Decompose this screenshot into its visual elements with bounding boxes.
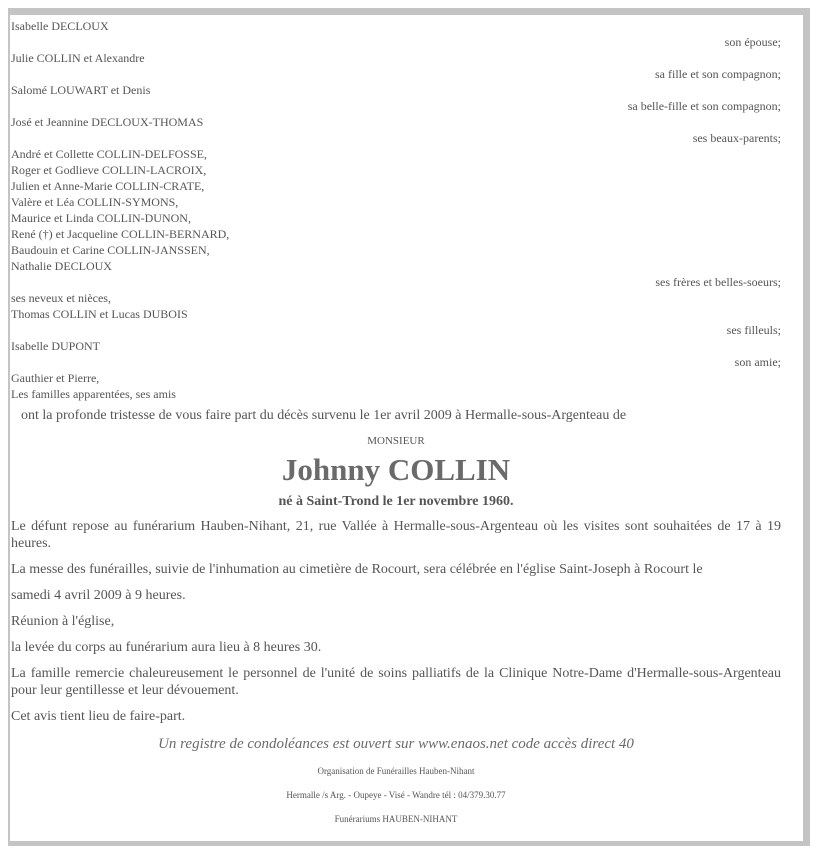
announcement-intro: ont la profonde tristesse de vous faire part du décès survenu le 1er avril 2009 à Hermalle-sous-Argenteau de <box>21 408 627 423</box>
family-name: ses neveux et nièces, <box>11 291 111 305</box>
sibling-name: Julien et Anne-Marie COLLIN-CRATE, <box>11 179 205 193</box>
sibling-name: Nathalie DECLOUX <box>11 259 112 273</box>
paragraph-funeral-mass: La messe des funérailles, suivie de l'inhumation au cimetière de Rocourt, sera célébrée en l'église Saint-Joseph à Rocourt le <box>11 562 703 577</box>
family-name: Gauthier et Pierre, <box>11 371 100 385</box>
sibling-name: Maurice et Linda COLLIN-DUNON, <box>11 211 191 225</box>
family-name: Salomé LOUWART et Denis <box>11 83 151 97</box>
deceased-name: Johnny COLLIN <box>281 452 511 487</box>
paragraph-departure: la levée du corps au funérarium aura lieu à 8 heures 30. <box>11 640 322 655</box>
family-relation: sa belle-fille et son compagnon; <box>627 99 781 113</box>
family-relation: ses beaux-parents; <box>692 131 781 145</box>
sibling-name: André et Collette COLLIN-DELFOSSE, <box>11 147 207 161</box>
family-name: Julie COLLIN et Alexandre <box>11 51 145 65</box>
family-name: Isabelle DECLOUX <box>11 19 109 33</box>
family-relation: sa fille et son compagnon; <box>655 67 781 81</box>
paragraph-meeting: Réunion à l'église, <box>11 614 115 629</box>
footer-funerariums: Funérariums HAUBEN-NIHANT <box>334 814 458 824</box>
family-relation: son amie; <box>734 355 781 369</box>
birth-info: né à Saint-Trond le 1er novembre 1960. <box>278 494 514 509</box>
footer-address: Hermalle /s Arg. - Oupeye - Visé - Wandre tél : 04/379.30.77 <box>286 790 506 800</box>
family-name: Les familles apparentées, ses amis <box>11 387 176 401</box>
sibling-name: Valère et Léa COLLIN-SYMONS, <box>11 195 179 209</box>
family-relation: son épouse; <box>724 35 781 49</box>
sibling-name: Baudouin et Carine COLLIN-JANSSEN, <box>11 243 210 257</box>
death-notice <box>11 18 781 825</box>
sibling-name: René (†) et Jacqueline COLLIN-BERNARD, <box>11 227 230 241</box>
family-relation: ses filleuls; <box>726 323 781 337</box>
family-name: Thomas COLLIN et Lucas DUBOIS <box>11 307 188 321</box>
condolence-register: Un registre de condoléances est ouvert sur www.enaos.net code accès direct 40 <box>158 736 634 752</box>
family-name: José et Jeannine DECLOUX-THOMAS <box>11 115 204 129</box>
paragraph-notice: Cet avis tient lieu de faire-part. <box>11 709 186 724</box>
paragraph-thanks: La famille remercie chaleureusement le personnel de l'unité de soins palliatifs de la Clinique Notre-Dame d'Hermalle-sous-Argenteau pour leur gentillesse et leur dévouement. <box>11 666 781 698</box>
family-relation: ses frères et belles-soeurs; <box>655 275 781 289</box>
paragraph-visitation: Le défunt repose au funérarium Hauben-Nihant, 21, rue Vallée à Hermalle-sous-Argenteau où les visites sont souhaitées de 17 à 19 heures. <box>11 519 781 551</box>
title-monsieur: MONSIEUR <box>367 435 425 447</box>
footer-organisation: Organisation de Funérailles Hauben-Nihant <box>317 766 475 776</box>
sibling-name: Roger et Godlieve COLLIN-LACROIX, <box>11 163 207 177</box>
paragraph-date: samedi 4 avril 2009 à 9 heures. <box>11 588 186 603</box>
family-name: Isabelle DUPONT <box>11 339 100 353</box>
family-list <box>11 18 781 402</box>
